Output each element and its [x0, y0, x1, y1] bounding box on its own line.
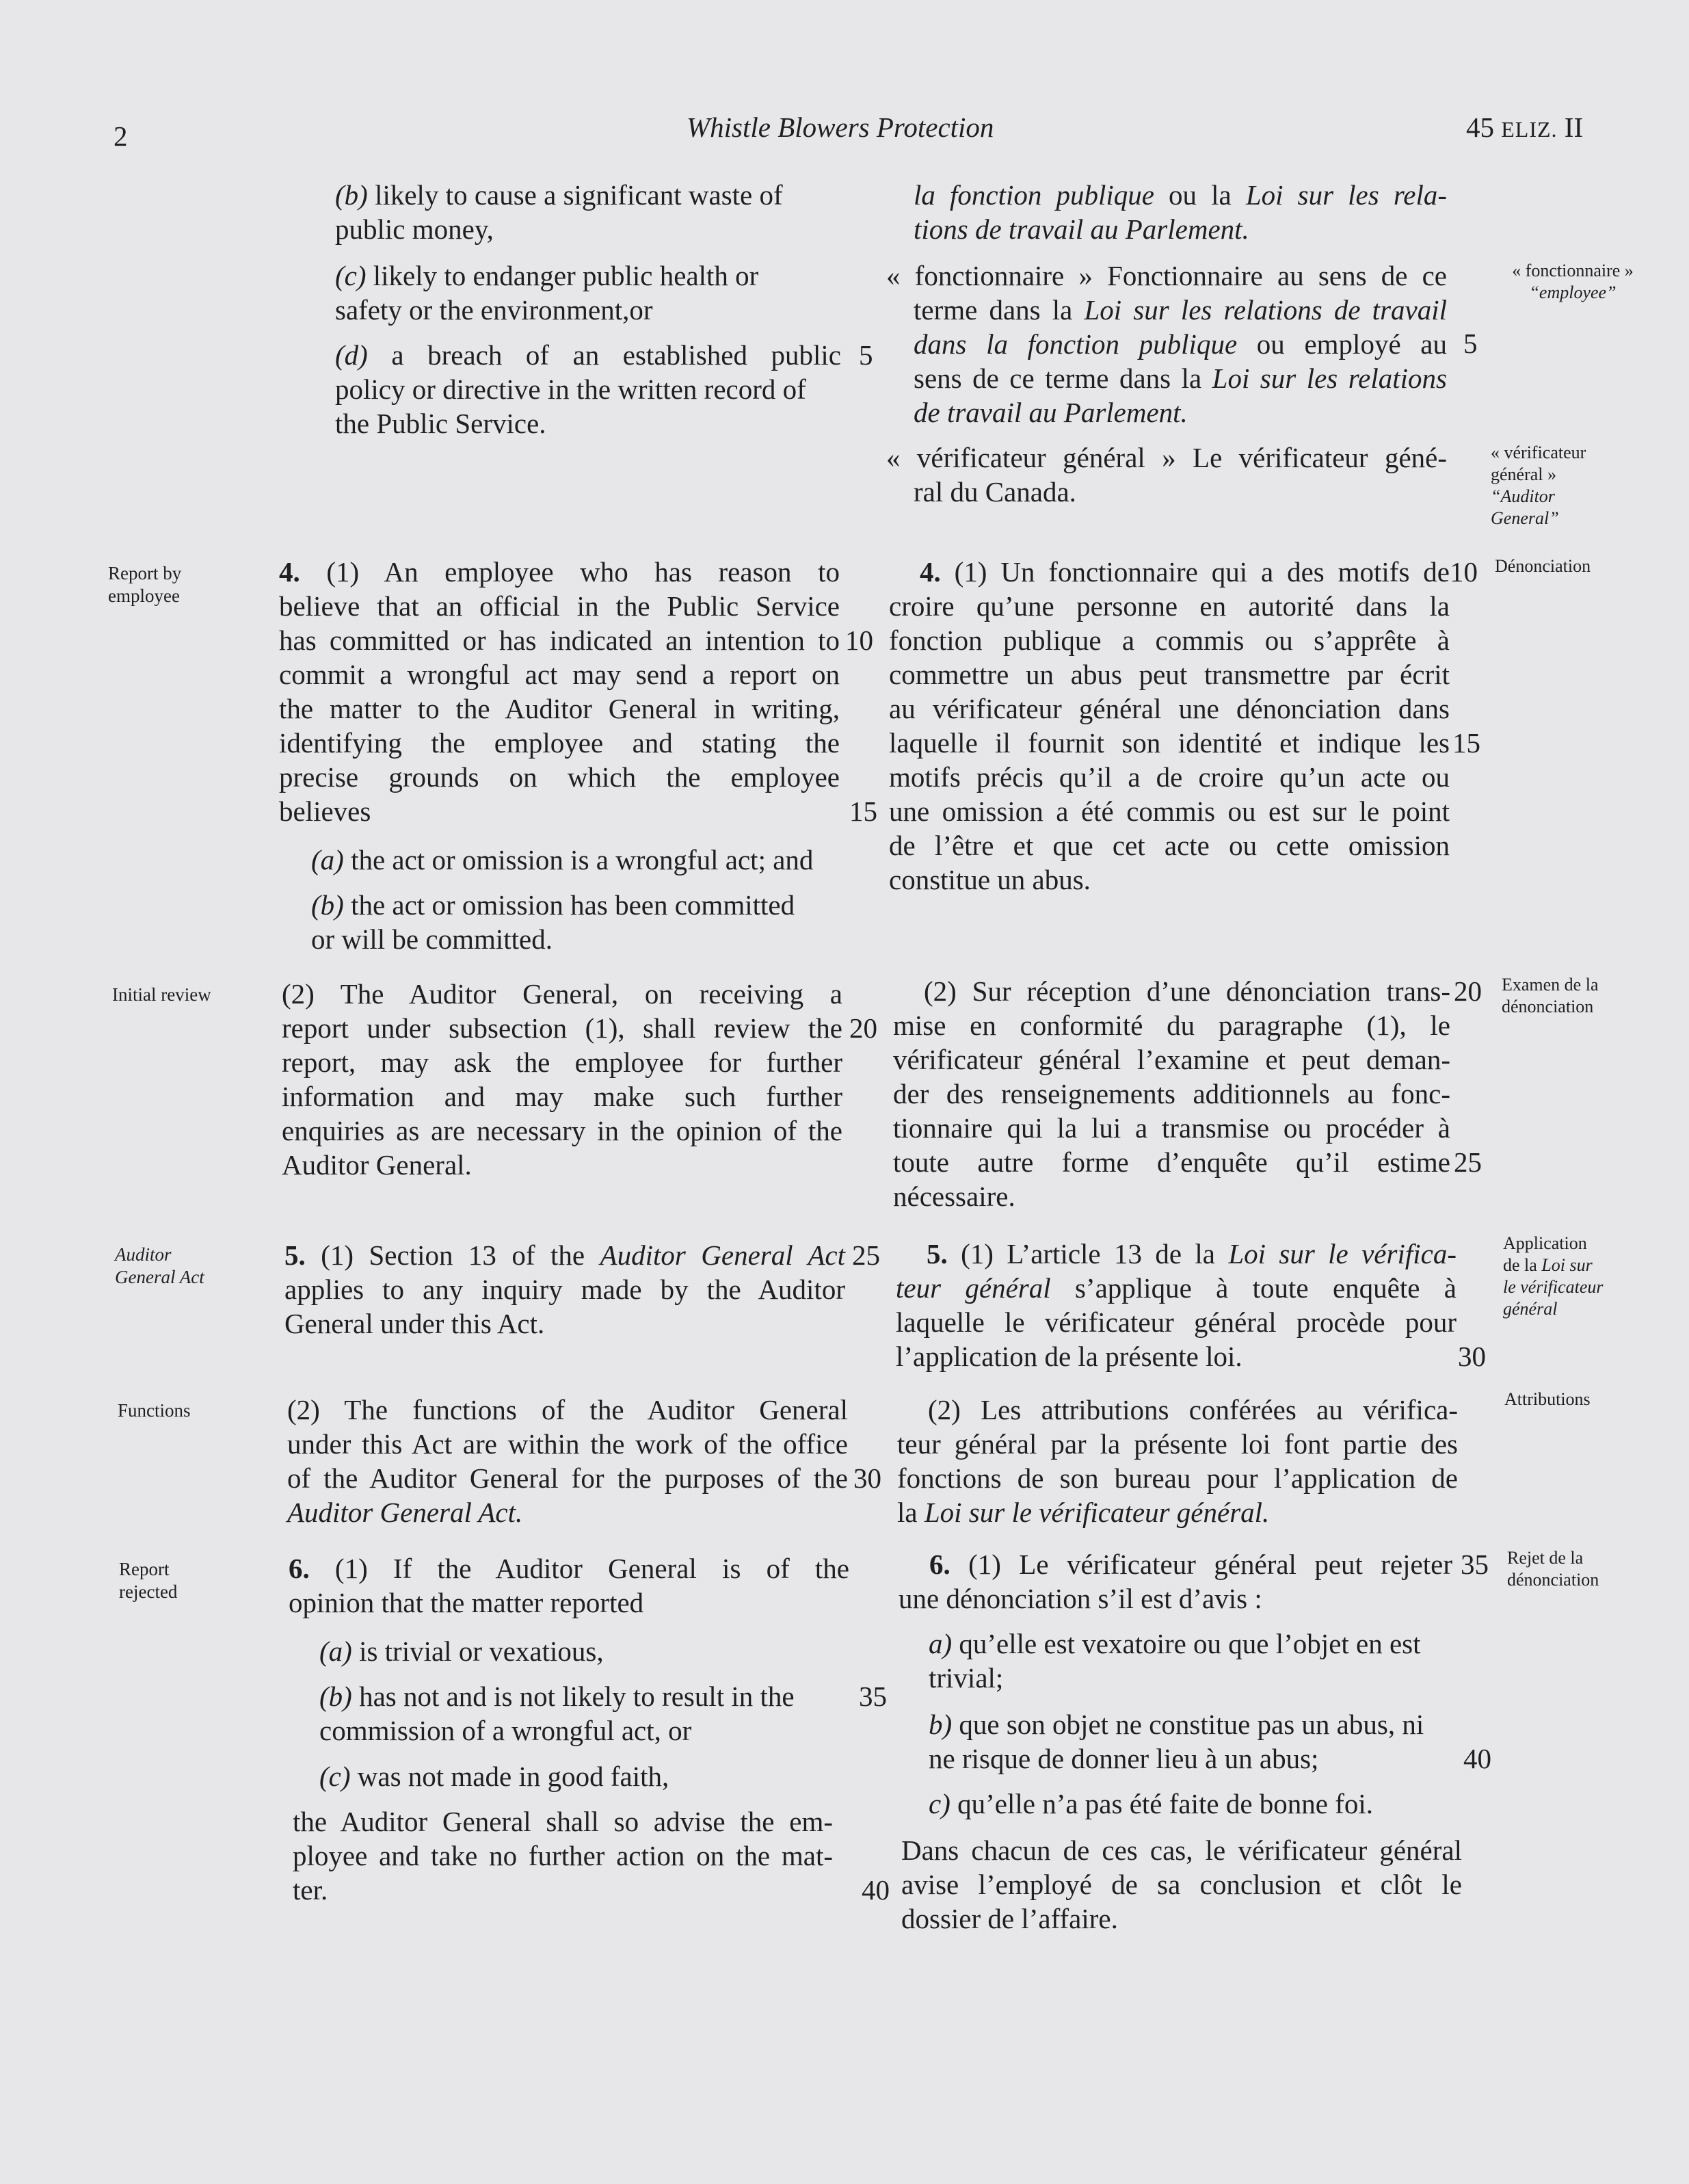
para-c-health: (c) likely to endanger public health or safety or the environment,or [335, 260, 759, 326]
section-4-1-english: 4. (1) An employee who has reason to believe that an official in the Public Service has committed or has indicated an intention to commit a wrongful act may send a report on the matter to the Auditor General in writing, identifying the employee and stating the precise grounds on which the employee believes [279, 556, 840, 827]
section-5-1-english: 5. (1) Section 13 of the Auditor General Act applies to any inquiry made by the Auditor General under this Act. [284, 1239, 845, 1339]
running-title: Whistle Blowers Protection [687, 111, 994, 143]
section-5-2-english: (2) The functions of the Auditor General under this Act are within the work of the office of the Auditor General for the purposes of the Auditor General Act. [287, 1394, 848, 1528]
para-4a-english: (a) the act or omission is a wrongful act; and [311, 844, 814, 876]
margin-note-examen: Examen de la dénonciation [1502, 975, 1599, 1016]
section-5-2-french: (2) Les attributions conférées au vérifica- teur général par la présente loi font partie des fonctions de son bureau pour l’application de la Loi sur le vérificateur général. [897, 1394, 1458, 1528]
regnal-year: 45 ELIZ. II [1466, 111, 1584, 143]
para-6c-english: (c) was not made in good faith, [319, 1761, 669, 1792]
margin-note-application: Application de la Loi sur le vérificateur général [1503, 1233, 1604, 1319]
line-number: 20 [849, 1012, 877, 1044]
section-6-closing-french: Dans chacun de ces cas, le vérificateur général avise l’employé de sa conclusion et clôt le dossier de l’affaire. [901, 1834, 1462, 1934]
line-number: 10 [1450, 556, 1478, 588]
margin-note-rejet: Rejet de la dénonciation [1507, 1548, 1599, 1590]
margin-note-fonctionnaire: « fonctionnaire » “employee” [1512, 261, 1634, 302]
section-6-closing-english: the Auditor General shall so advise the em- ployee and take no further action on the mat- ter. [293, 1806, 833, 1906]
line-number: 25 [1454, 1146, 1482, 1178]
margin-note-initial-review: Initial review [112, 984, 211, 1005]
line-number: 10 [845, 624, 873, 656]
line-number: 30 [853, 1462, 881, 1494]
line-number: 40 [862, 1874, 890, 1906]
margin-note-denonciation: Dénonciation [1495, 556, 1591, 576]
section-6-1-english: 6. (1) If the Auditor General is of the opinion that the matter reported [289, 1553, 849, 1618]
line-number: 15 [1452, 727, 1480, 759]
line-number: 25 [852, 1239, 880, 1271]
para-b-waste: (b) likely to cause a significant waste of public money, [335, 179, 783, 245]
section-5-1-french: 5. (1) L’article 13 de la Loi sur le vérifica- teur général s’applique à toute enquête à laquelle le vérificateur général procède pour l’application de la présente loi. [896, 1238, 1457, 1372]
line-number: 20 [1454, 975, 1482, 1007]
margin-note-attributions: Attributions [1504, 1389, 1591, 1409]
definition-continuation-french: la fonction publique ou la Loi sur les rela- tions de travail au Parlement. [914, 179, 1447, 245]
page-number: 2 [114, 120, 128, 152]
para-6b-french: b) que son objet ne constitue pas un abus, ni ne risque de donner lieu à un abus; [929, 1709, 1424, 1774]
para-6a-french: a) qu’elle est vexatoire ou que l’objet en est trivial; [929, 1628, 1421, 1694]
line-number: 35 [859, 1681, 887, 1712]
line-number: 30 [1458, 1341, 1486, 1372]
para-d-breach: (d) a breach of an established public policy or directive in the written record of the Public Service. [335, 339, 841, 439]
line-number: 15 [849, 795, 877, 827]
para-4b-english: (b) the act or omission has been committed or will be committed. [311, 889, 795, 955]
line-number: 35 [1461, 1549, 1489, 1580]
line-number: 5 [1463, 328, 1478, 359]
margin-note-auditor-general-act: Auditor General Act [115, 1244, 204, 1287]
margin-note-report-by-employee: Report by employee [108, 563, 182, 606]
section-4-2-french: (2) Sur réception d’une dénonciation trans- mise en conformité du paragraphe (1), le vérificateur général l’examine et peut deman- der des renseignements additionnels au fonc- tionnaire qui la lui a transmise ou procéder à toute autre forme d’enquête qu’il estime nécessaire. [893, 975, 1450, 1212]
definition-verificateur-general: « vérificateur général » Le vérificateur géné- ral du Canada. [886, 442, 1447, 508]
para-6c-french: c) qu’elle n’a pas été faite de bonne foi. [929, 1788, 1374, 1819]
section-4-1-french: 4. (1) Un fonctionnaire qui a des motifs de croire qu’une personne en autorité dans la fonction publique a commis ou s’apprête à commettre un abus peut transmettre par écrit au vérificateur général une dénonciation dans laquelle il fournit son identité et indique les motifs précis qu’il a de croire qu’un acte ou une omission a été commis ou est sur le point de l’être et que cet acte ou cette omission constitue un abus. [889, 556, 1450, 895]
margin-note-report-rejected: Report rejected [119, 1559, 178, 1602]
para-6a-english: (a) is trivial or vexatious, [319, 1635, 604, 1667]
para-6b-english: (b) has not and is not likely to result in the commission of a wrongful act, or [319, 1681, 795, 1746]
section-4-2-english: (2) The Auditor General, on receiving a report under subsection (1), shall review the report, may ask the employee for further information and may make such further enquiries as are necessary in the opinion of the Auditor General. [282, 978, 842, 1181]
margin-note-functions: Functions [118, 1400, 191, 1421]
definition-fonctionnaire: « fonctionnaire » Fonctionnaire au sens de ce terme dans la Loi sur les relations de travail dans la fonction publique ou employé au sens de ce terme dans la Loi sur les relations de travail au Parlement. [886, 260, 1448, 428]
line-number: 5 [859, 339, 873, 371]
line-number: 40 [1463, 1743, 1491, 1774]
section-6-1-french: 6. (1) Le vérificateur général peut rejeter une dénonciation s’il est d’avis : [899, 1549, 1452, 1614]
margin-note-verificateur: « vérificateur général » “Auditor General” [1491, 443, 1586, 528]
